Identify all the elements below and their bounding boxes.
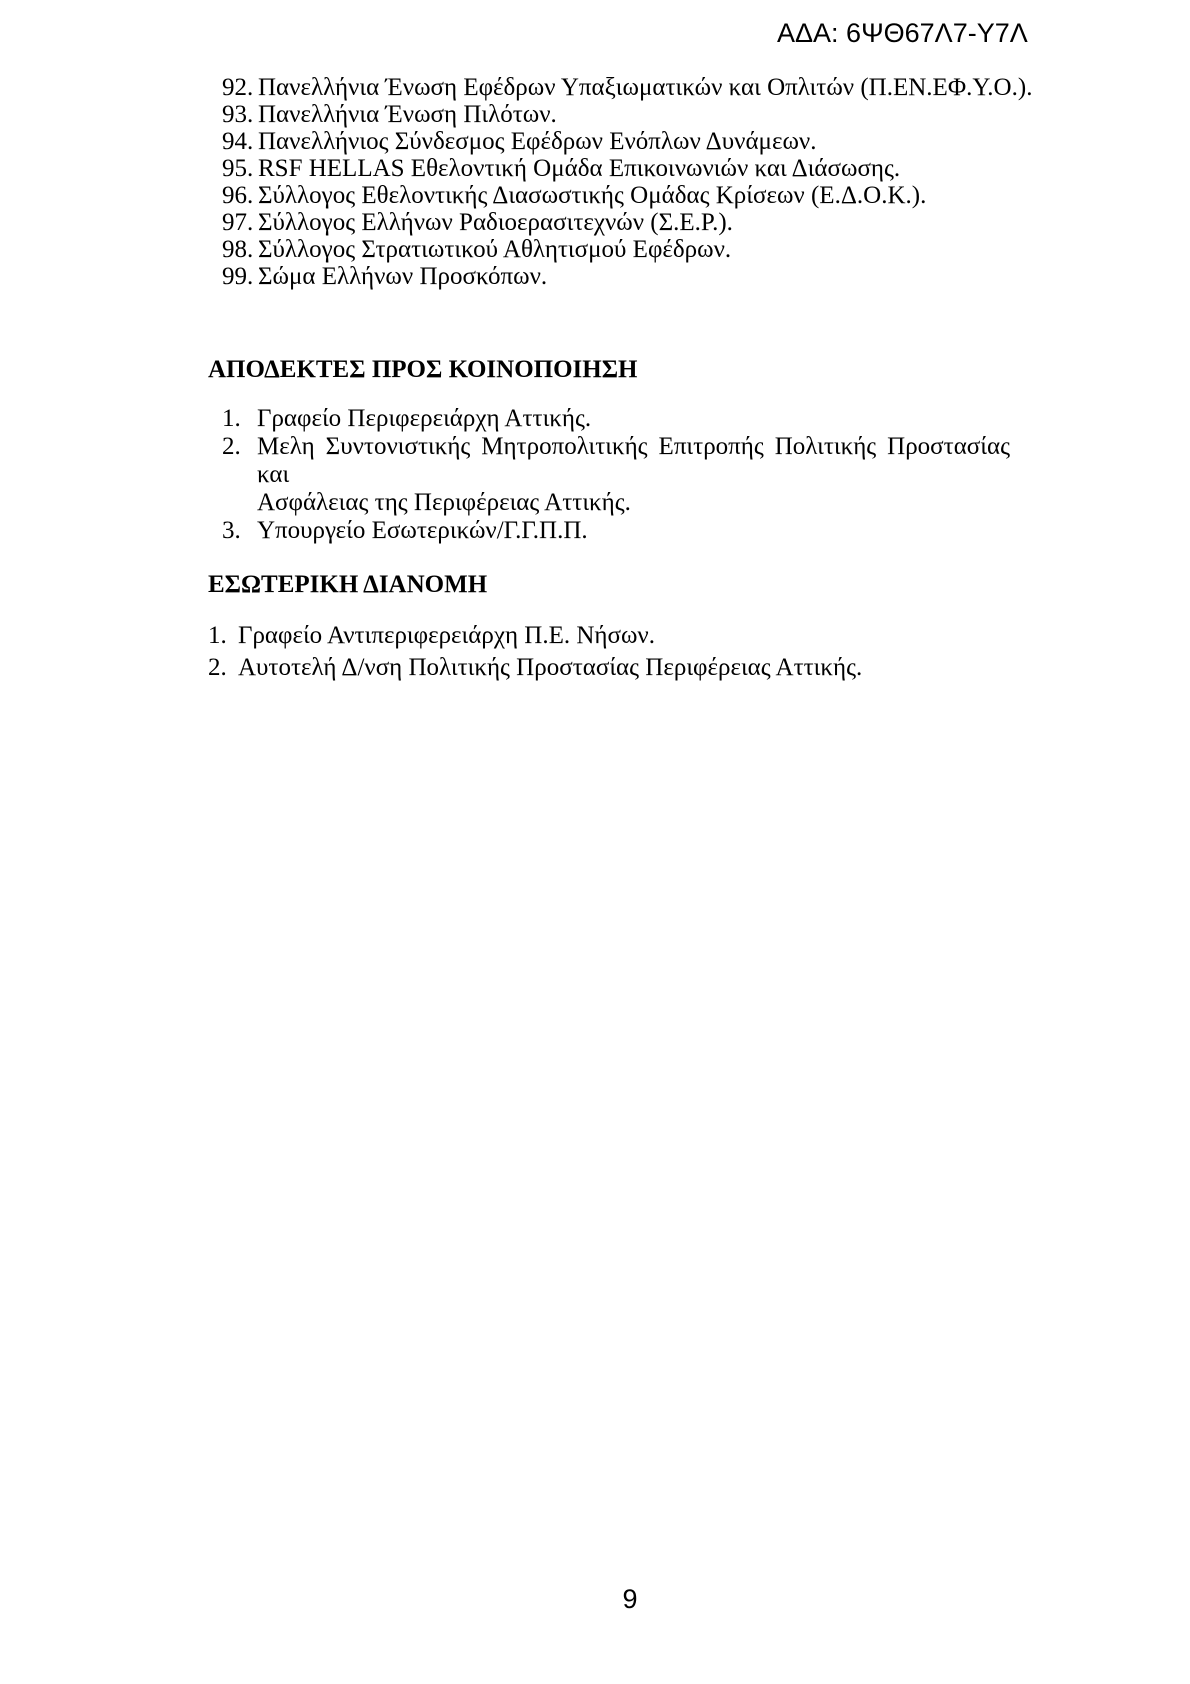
- list-item-number: 1.: [222, 405, 241, 432]
- list-item-96: [222, 182, 1010, 209]
- list-item-text-line1: Μελη Συντονιστικής Μητροπολιτικής Επιτροπής Πολιτικής Προστασίας και: [257, 433, 1010, 488]
- list-item-97: [222, 209, 1010, 236]
- cc-section-heading: ΑΠΟΔΕΚΤΕΣ ΠΡΟΣ ΚΟΙΝΟΠΟΙΗΣΗ: [208, 356, 638, 383]
- recipients-list-continued: [208, 74, 1033, 290]
- cc-item-2: [222, 433, 1010, 517]
- ada-code-header: ΑΔΑ: 6ΨΘ67Λ7-Υ7Λ: [777, 18, 1028, 48]
- list-item-number: 95.: [222, 155, 254, 182]
- list-item-text: Αυτοτελή Δ/νση Πολιτικής Προστασίας Περιφέρειας Αττικής.: [238, 654, 863, 681]
- list-item-text: Σώμα Ελλήνων Προσκόπων.: [258, 263, 548, 290]
- list-item-94: [222, 128, 1010, 155]
- list-item-number: 96.: [222, 182, 254, 209]
- list-item-number: 2.: [222, 433, 241, 460]
- list-item-text-line2: Ασφάλειας της Περιφέρειας Αττικής.: [257, 489, 631, 516]
- list-item-text: RSF HELLAS Εθελοντική Ομάδα Επικοινωνιών και Διάσωσης.: [258, 155, 901, 182]
- list-item-text: Πανελλήνιος Σύνδεσμος Εφέδρων Ενόπλων Δυνάμεων.: [258, 128, 817, 155]
- internal-item-1: [208, 622, 1010, 650]
- list-item-text: Σύλλογος Εθελοντικής Διασωστικής Ομάδας Κρίσεων (Ε.Δ.Ο.Κ.).: [258, 182, 927, 209]
- list-item-text: Υπουργείο Εσωτερικών/Γ.Γ.Π.Π.: [257, 517, 588, 544]
- list-item-text: Σύλλογος Στρατιωτικού Αθλητισμού Εφέδρων.: [258, 236, 732, 263]
- cc-item-1: [222, 405, 1010, 433]
- list-item-99: [222, 263, 1010, 290]
- list-item-93: [222, 101, 1010, 128]
- cc-item-3: [222, 517, 1010, 545]
- list-item-text: Σύλλογος Ελλήνων Ραδιοερασιτεχνών (Σ.Ε.Ρ.).: [258, 209, 733, 236]
- page-number: 9: [622, 1584, 638, 1614]
- list-item-number: 1.: [208, 622, 227, 649]
- internal-distribution-heading: ΕΣΩΤΕΡΙΚΗ ΔΙΑΝΟΜΗ: [208, 571, 488, 598]
- list-item-number: 92.: [222, 74, 254, 101]
- cc-recipients-list: [208, 405, 1010, 545]
- list-item-number: 99.: [222, 263, 254, 290]
- list-item-text: Πανελλήνια Ένωση Εφέδρων Υπαξιωματικών και Οπλιτών (Π.ΕΝ.ΕΦ.Υ.Ο.).: [258, 74, 1033, 101]
- internal-distribution-list: [208, 622, 1010, 682]
- list-item-number: 3.: [222, 517, 241, 544]
- list-item-number: 98.: [222, 236, 254, 263]
- list-item-number: 97.: [222, 209, 254, 236]
- document-content: [208, 74, 1033, 682]
- list-item-92: [222, 74, 1033, 101]
- list-item-text: Γραφείο Περιφερειάρχη Αττικής.: [257, 405, 592, 432]
- list-item-number: 93.: [222, 101, 254, 128]
- list-item-text: Πανελλήνια Ένωση Πιλότων.: [258, 101, 557, 128]
- list-item-text: [257, 433, 1010, 517]
- list-item-text: Γραφείο Αντιπεριφερειάρχη Π.Ε. Νήσων.: [238, 622, 655, 649]
- list-item-number: 2.: [208, 654, 227, 681]
- internal-item-2: [208, 654, 1010, 682]
- list-item-98: [222, 236, 1010, 263]
- list-item-number: 94.: [222, 128, 254, 155]
- list-item-95: [222, 155, 1010, 182]
